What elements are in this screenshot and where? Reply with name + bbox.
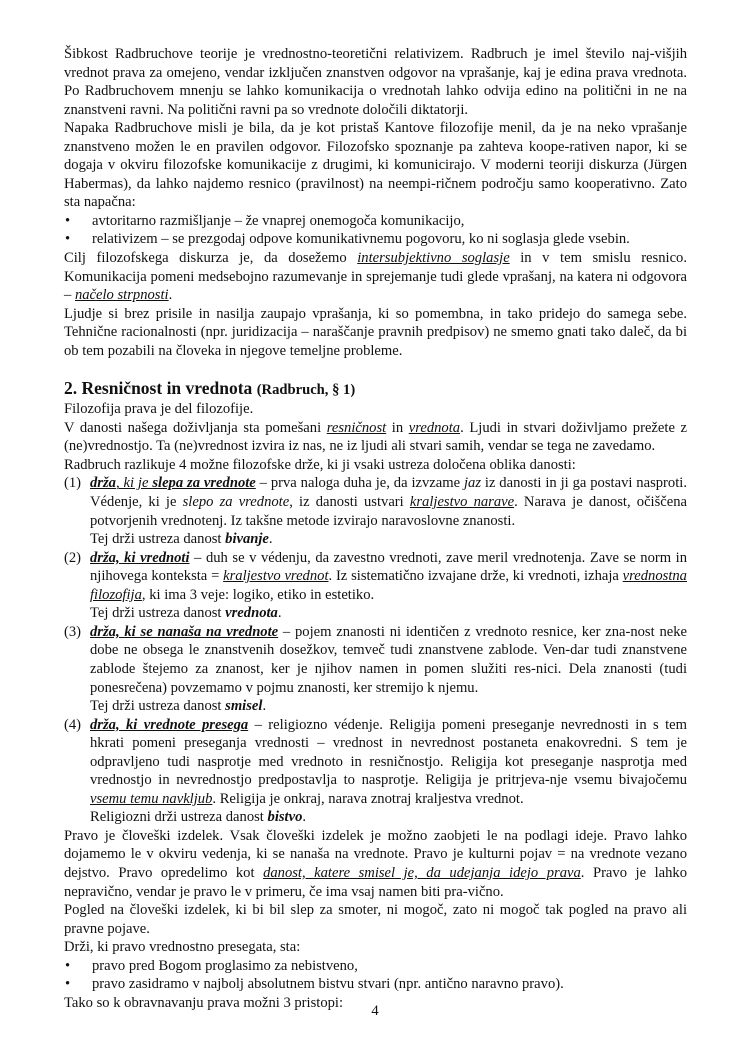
paragraph-weakness: Šibkost Radbruchove teorije je vrednostno-teoretični relativizem. Radbruch je imel število naj-višjih vrednot prava za omejeno, vendar izključen znanstven odgovor na vprašanje, kaj je edina prava vrednota. Po Radbruchovem mnenju se lahko komunikacija o vrednotah lahko odvija edino na politični in ne na znanstveni ravni. Na politični ravni pa so vrednote določili diktatorji.: [64, 46, 687, 118]
numbered-item-2: (2) drža, ki vrednoti – duh se v védenju, da zavestno vrednoti, zave meril vrednotenja. Zave se norm in njihovega konteksta = kraljestvo vrednot. Iz sistematično izvajane drže, ki vrednoti, izhaja vrednostna filozofija, ki ima 3 veje: logiko, etiko in estetiko. Tej drži ustreza danost vrednota.: [64, 549, 688, 622]
paragraph-law-human-product: Pravo je človeški izdelek. Vsak človeški izdelek je možno zaobjeti le na podlagi ideje. Pravo lahko dojamemo le v okviru vedenja, ki se nanaša na vrednote. Pravo je kulturni pojav = na vrednote vezano dejstvo. Pravo opredelimo kot danost, katere smisel je, da udejanja idejo prava. Pravo je lahko nepravično, vendar je pravo le v primeru, če ima vsaj namen biti pra-vično.: [64, 827, 687, 900]
term-tolerance-principle: načelo strpnosti: [74, 287, 169, 304]
item-conclusion: Tej drži ustreza danost smisel.: [90, 698, 267, 715]
item-number: (1): [64, 475, 82, 492]
item-heading: drža, ki vrednote presega: [90, 716, 249, 733]
list-item: • pravo zasidramo v najbolj absolutnem bistvu stvari (npr. antično naravno pravo).: [65, 976, 564, 993]
paragraph-three-approaches: Tako so k obravnavanju prava možni 3 pristopi:: [64, 994, 344, 1011]
term-value: vrednota: [408, 419, 461, 436]
bullet-icon: •: [65, 976, 71, 993]
list-item: • avtoritarno razmišljanje – že vnaprej onemogoča komunikacijo,: [65, 212, 465, 229]
item-conclusion: Tej drži ustreza danost bivanje.: [90, 531, 273, 548]
term-despite-all: vsemu temu navkljub: [90, 790, 213, 807]
document-page: [64, 45, 687, 1012]
item-number: (4): [64, 716, 82, 733]
list-item: • relativizem – se prezgodaj odpove komunikativnemu pogovoru, ko ni soglasja glede vsebin.: [65, 231, 630, 248]
item-conclusion: Tej drži ustreza danost vrednota.: [90, 605, 282, 622]
section-title: 2. Resničnost in vrednota: [64, 378, 253, 399]
paragraph-reality-value: V danosti našega doživljanja sta pomešani resničnost in vrednota. Ljudi in stvari doživljamo prežete z (ne)vrednostjo. Ta (ne)vrednost izvira iz nas, ne iz ljudi ali stvari samih, vendar se tega ne zavedamo.: [64, 419, 687, 455]
term-value-realm: kraljestvo vrednot: [223, 568, 329, 585]
term-value-philosophy: vrednostna filozofija: [90, 568, 687, 603]
paragraph-error: Napaka Radbruchove misli je bila, da je kot pristaš Kantove filozofije menil, da je na neko vprašanje znanstveno možen le en pravilen odgovor. Filozofsko spoznanje pa zahteva koope-rativen napor, ki se dogaja v okviru filozofske komunikacije z drugimi, ki komunicirajo. V moderni teoriji diskurza (Jürgen Habermas), da lahko najdemo resnico (pravilnost) na neempi-ričnem področju samo kooperativno. Zato sta napačna:: [64, 120, 687, 211]
item-number: (3): [64, 623, 82, 640]
bullet-icon: •: [65, 212, 71, 229]
paragraph-people: Ljudje si brez prisile in nasilja zaupajo vprašanja, ki so pomembna, in tako pridejo do samega sebe. Tehnične racionalnosti (npr. juridizacija – naraščanje pravnih predpisov) ne smemo gnati tako daleč, da bi ob tem pozabili na človeka in njegove temeljne probleme.: [64, 305, 687, 359]
paragraph-attitudes-transcending: Drži, ki pravo vrednostno presegata, sta:: [64, 939, 301, 956]
paragraph-view: Pogled na človeški izdelek, ki bi bil slep za smoter, ni mogoč, zato ni mogoč tak pogled na pravo ali pravne pojave.: [64, 902, 687, 937]
paragraph-philosophy: Filozofija prava je del filozofije.: [64, 401, 254, 418]
bullet-icon: •: [65, 231, 71, 248]
term-intersubjective-agreement: intersubjektivno soglasje: [357, 250, 510, 267]
item-heading: drža, ki se nanaša na vrednote: [90, 623, 279, 640]
term-law-definition: danost, katere smisel je, da udejanja idejo prava: [263, 864, 581, 881]
item-heading: drža, ki vrednoti: [90, 549, 190, 566]
term-reality: resničnost: [326, 419, 387, 436]
paragraph-discourse-goal: Cilj filozofskega diskurza je, da dosežemo intersubjektivno soglasje in v tem smislu resnico. Komunikacija pomeni medsebojno razumevanje in sprejemanje tudi glede vprašanj, na katera ni odgovora – načelo strpnosti.: [64, 250, 687, 304]
page-number: 4: [371, 1003, 379, 1019]
list-item: • pravo pred Bogom proglasimo za nebistveno,: [65, 957, 358, 974]
paragraph-four-attitudes: Radbruch razlikuje 4 možne filozofske drže, ki ji vsaki ustreza določena oblika danosti:: [64, 456, 576, 473]
bullet-icon: •: [65, 957, 71, 974]
term-nature-realm: kraljestvo narave: [409, 494, 515, 511]
numbered-item-3: (3) drža, ki se nanaša na vrednote – pojem znanosti ni identičen z vrednoto resnice, ker zna-nost neke dobe ne obsega le znanstvenih dosežkov, temveč tudi znanstvene zablode. Ven-dar tudi znanstvene zablode štejemo za znanost, ker je njihov namen in pomen služiti res-nici. Dela znanosti (tudi ponesrečena) povzemamo v pojmu znanosti, ker stremijo k njemu. Tej drži ustreza danost smisel.: [64, 623, 687, 715]
numbered-item-4: (4) drža, ki vrednote presega – religiozno védenje. Religija pomeni preseganje nevrednosti in s tem hkrati pomeni preseganja vrednosti – vrednost in nevrednost postaneta enakovredni. S tem je odpravljeno tudi nasprotje med vrednoto in resničnostjo. Religija kot preseganje nasprotja med vrednostjo in nevrednostjo predpostavlja to nasprotje. Religija je pritrjeva-nje vsemu bivajočemu vsemu temu navkljub. Religija je onkraj, narava znotraj kraljestva vrednot. Religiozni drži ustreza danost bistvo.: [64, 716, 687, 826]
section-subtitle: (Radbruch, § 1): [256, 382, 356, 399]
item-number: (2): [64, 549, 82, 566]
section-heading: [64, 378, 687, 400]
item-heading: drža, ki je slepa za vrednote: [90, 475, 256, 492]
numbered-item-1: (1) drža, ki je slepa za vrednote – prva naloga duha je, da izvzame jaz iz danosti in ji ga postavi nasproti. Védenje, ki je slepo za vrednote, iz danosti ustvari kraljestvo narave. Narava je danost, očiščena potvorjenih vrednotenj. Iz takšne metode izvirajo naravoslovne znanosti. Tej drži ustreza danost bivanje.: [64, 475, 688, 548]
item-conclusion: Religiozni drži ustreza danost bistvo.: [90, 809, 307, 826]
